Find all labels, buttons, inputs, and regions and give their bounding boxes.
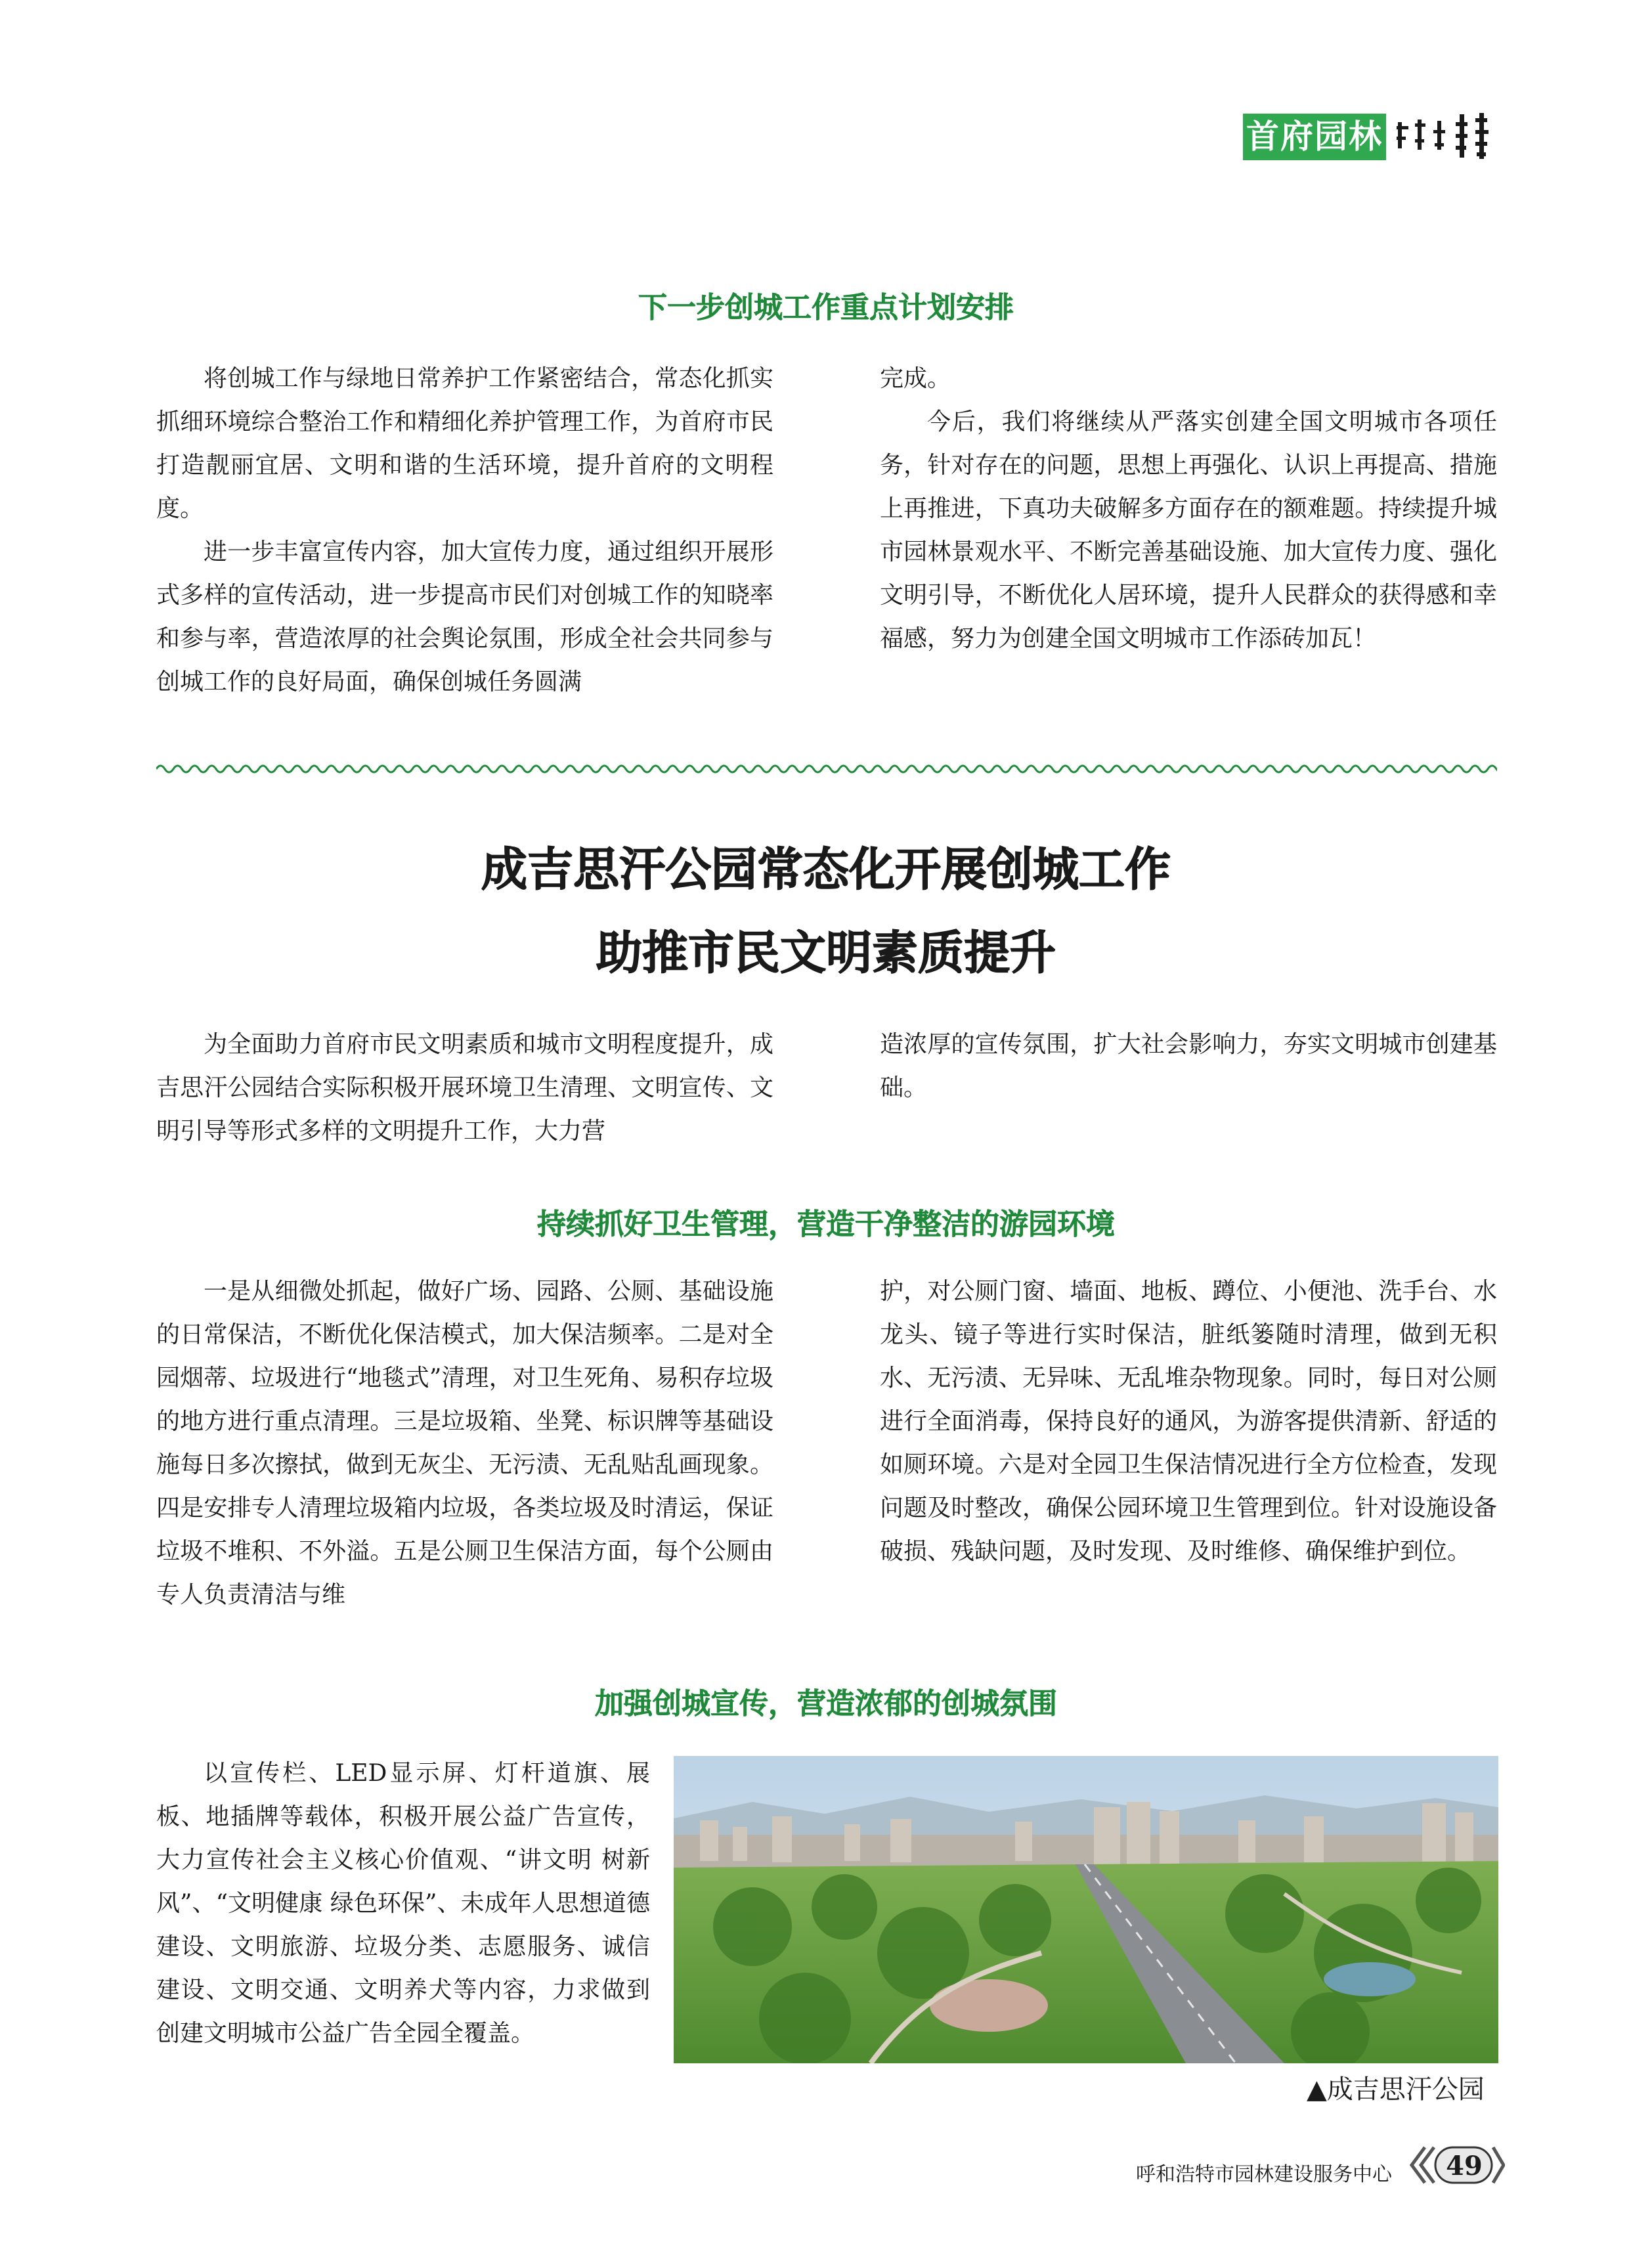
- page-number: 49: [1446, 2151, 1483, 2181]
- intro-right-column: [880, 1023, 1497, 1110]
- article-title-line1: 成吉思汗公园常态化开展创城工作: [481, 843, 1171, 896]
- subheading-sanitation: 持续抓好卫生管理，营造干净整洁的游园环境: [537, 1208, 1115, 1241]
- section1-right-column: [880, 357, 1497, 661]
- section-heading-plan: 下一步创城工作重点计划安排: [638, 291, 1014, 324]
- paragraph: 造浓厚的宣传氛围，扩大社会影响力，夯实文明城市创建基础。: [880, 1031, 1497, 1101]
- publicity-column: [156, 1752, 650, 2055]
- wavy-divider: [156, 760, 1497, 778]
- park-aerial-photo: [674, 1756, 1498, 2063]
- sanitation-left-column: [156, 1270, 773, 1617]
- article-title-line2: 助推市民文明素质提升: [596, 926, 1056, 980]
- subheading-publicity: 加强创城宣传，营造浓郁的创城氛围: [595, 1687, 1057, 1720]
- paragraph: 一是从细微处抓起，做好广场、园路、公厕、基础设施的日常保洁，不断优化保洁模式，加大保洁频率。二是对全园烟蒂、垃圾进行“地毯式”清理，对卫生死角、易积存垃圾的地方进行重点清理。三是垃圾箱、坐凳、标识牌等基础设施每日多次擦拭，做到无灰尘、无污渍、无乱贴乱画现象。四是安排专人清理垃圾箱内垃圾，各类垃圾及时清运，保证垃圾不堆积、不外溢。五是公厕卫生保洁方面，每个公厕由专人负责清洁与维: [156, 1278, 773, 1608]
- footer-organization: 呼和浩特市园林建设服务中心: [1136, 2163, 1392, 2186]
- paragraph: 完成。: [880, 365, 951, 392]
- section1-left-column: [156, 357, 773, 704]
- paragraph: 以宣传栏、LED显示屏、灯杆道旗、展板、地插牌等载体，积极开展公益广告宣传，大力宣传社会主义核心价值观、“讲文明 树新风”、“文明健康 绿色环保”、未成年人思想道德建设、文明旅游、垃圾分类、志愿服务、诚信建设、文明交通、文明养犬等内容，力求做到创建文明城市公益广告全园全覆盖。: [156, 1760, 650, 2047]
- paragraph: 将创城工作与绿地日常养护工作紧密结合，常态化抓实抓细环境综合整治工作和精细化养护管理工作，为首府市民打造靓丽宜居、文明和谐的生活环境，提升首府的文明程度。: [156, 365, 773, 522]
- sanitation-right-column: [880, 1270, 1497, 1573]
- paragraph: 护，对公厕门窗、墙面、地板、蹲位、小便池、洗手台、水龙头、镜子等进行实时保洁，脏纸篓随时清理，做到无积水、无污渍、无异味、无乱堆杂物现象。同时，每日对公厕进行全面消毒，保持良好的通风，为游客提供清新、舒适的如厕环境。六是对全园卫生保洁情况进行全方位检查，发现问题及时整改，确保公园环境卫生管理到位。针对设施设备破损、残缺问题，及时发现、及时维修、确保维护到位。: [880, 1278, 1497, 1565]
- paragraph: 今后，我们将继续从严落实创建全国文明城市各项任务，针对存在的问题，思想上再强化、认识上再提高、措施上再推进，下真功夫破解多方面存在的额难题。持续提升城市园林景观水平、不断完善基础设施、加大宣传力度、强化文明引导，不断优化人居环境，提升人民群众的获得感和幸福感，努力为创建全国文明城市工作添砖加瓦！: [880, 408, 1497, 652]
- paragraph: 为全面助力首府市民文明素质和城市文明程度提升，成吉思汗公园结合实际积极开展环境卫生清理、文明宣传、文明引导等形式多样的文明提升工作，大力营: [156, 1031, 773, 1145]
- mongolian-script-logo: [1395, 110, 1500, 163]
- paragraph: 进一步丰富宣传内容，加大宣传力度，通过组织开展形式多样的宣传活动，进一步提高市民们对创城工作的知晓率和参与率，营造浓厚的社会舆论氛围，形成全社会共同参与创城工作的良好局面，确保创城任务圆满: [156, 538, 773, 695]
- magazine-badge: 首府园林: [1243, 114, 1386, 160]
- intro-left-column: [156, 1023, 773, 1153]
- photo-caption: ▲成吉思汗公园: [1307, 2074, 1485, 2105]
